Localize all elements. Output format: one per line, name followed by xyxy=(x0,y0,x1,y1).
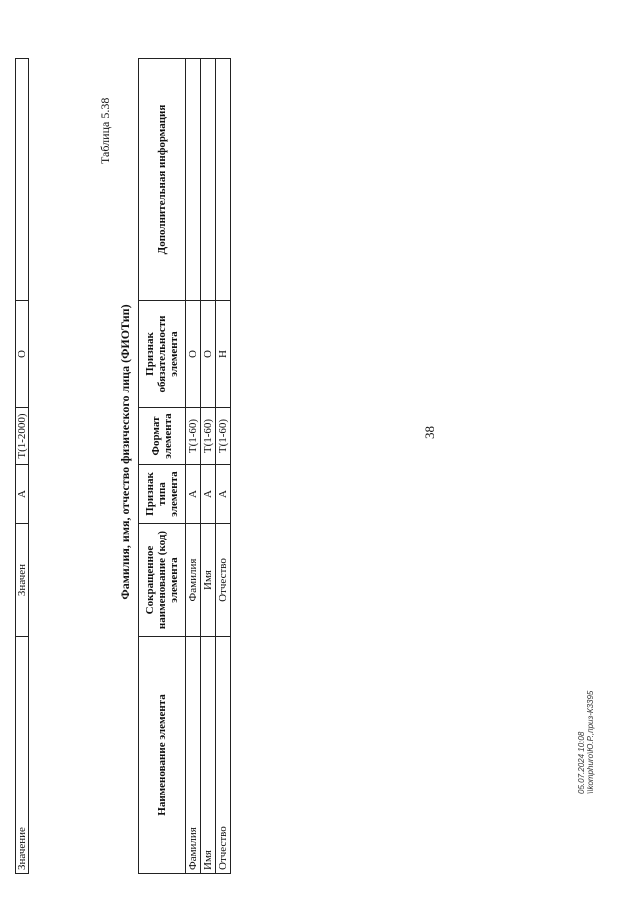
table-cell: О xyxy=(16,301,29,408)
table-cell: Значен xyxy=(16,524,29,637)
table-cell xyxy=(201,59,216,301)
print-stamp xyxy=(577,691,595,794)
table-cell: О xyxy=(201,301,216,408)
table-cell: Т(1-2000) xyxy=(16,408,29,465)
header-cell: Дополнительная информация xyxy=(139,59,186,301)
table-row xyxy=(16,59,29,874)
table-label: Таблица 5.38 xyxy=(98,97,112,164)
table-cell: Имя xyxy=(201,637,216,874)
table-cell: Отчество xyxy=(216,524,231,637)
table-cell xyxy=(16,59,29,301)
top-continuation-table xyxy=(15,58,29,874)
table-cell: О xyxy=(186,301,201,408)
table-cell: А xyxy=(216,465,231,524)
header-cell: Признак обязательности элемента xyxy=(139,301,186,408)
table-row xyxy=(201,59,216,874)
table-cell: Т(1-60) xyxy=(186,408,201,465)
table-row xyxy=(216,59,231,874)
header-cell: Наименование элемента xyxy=(139,637,186,874)
main-table xyxy=(138,58,231,874)
table-cell: А xyxy=(201,465,216,524)
table-cell xyxy=(216,59,231,301)
table-cell xyxy=(186,59,201,301)
page-number: 38 xyxy=(422,426,437,439)
stamp-path: \\komphuro\Ю.Р.,приз-К3395 xyxy=(586,690,595,794)
header-cell: Сокращенное наименование (код) элемента xyxy=(139,524,186,637)
table-row xyxy=(186,59,201,874)
table-cell: Т(1-60) xyxy=(216,408,231,465)
table-cell: Значение xyxy=(16,637,29,874)
table-cell: Имя xyxy=(201,524,216,637)
header-cell: Формат элемента xyxy=(139,408,186,465)
table-cell: Фамилия xyxy=(186,524,201,637)
table-cell: А xyxy=(186,465,201,524)
header-row xyxy=(139,59,186,874)
table-cell: А xyxy=(16,465,29,524)
header-cell: Признак типа элемента xyxy=(139,465,186,524)
table-cell: Фамилия xyxy=(186,637,201,874)
table-cell: Т(1-60) xyxy=(201,408,216,465)
stamp-date: 05.07.2024 10:08 xyxy=(577,731,586,794)
table-title: Фамилия, имя, отчество физического лица (ФИОТип) xyxy=(118,304,132,600)
table-cell: Отчество xyxy=(216,637,231,874)
table-cell: Н xyxy=(216,301,231,408)
